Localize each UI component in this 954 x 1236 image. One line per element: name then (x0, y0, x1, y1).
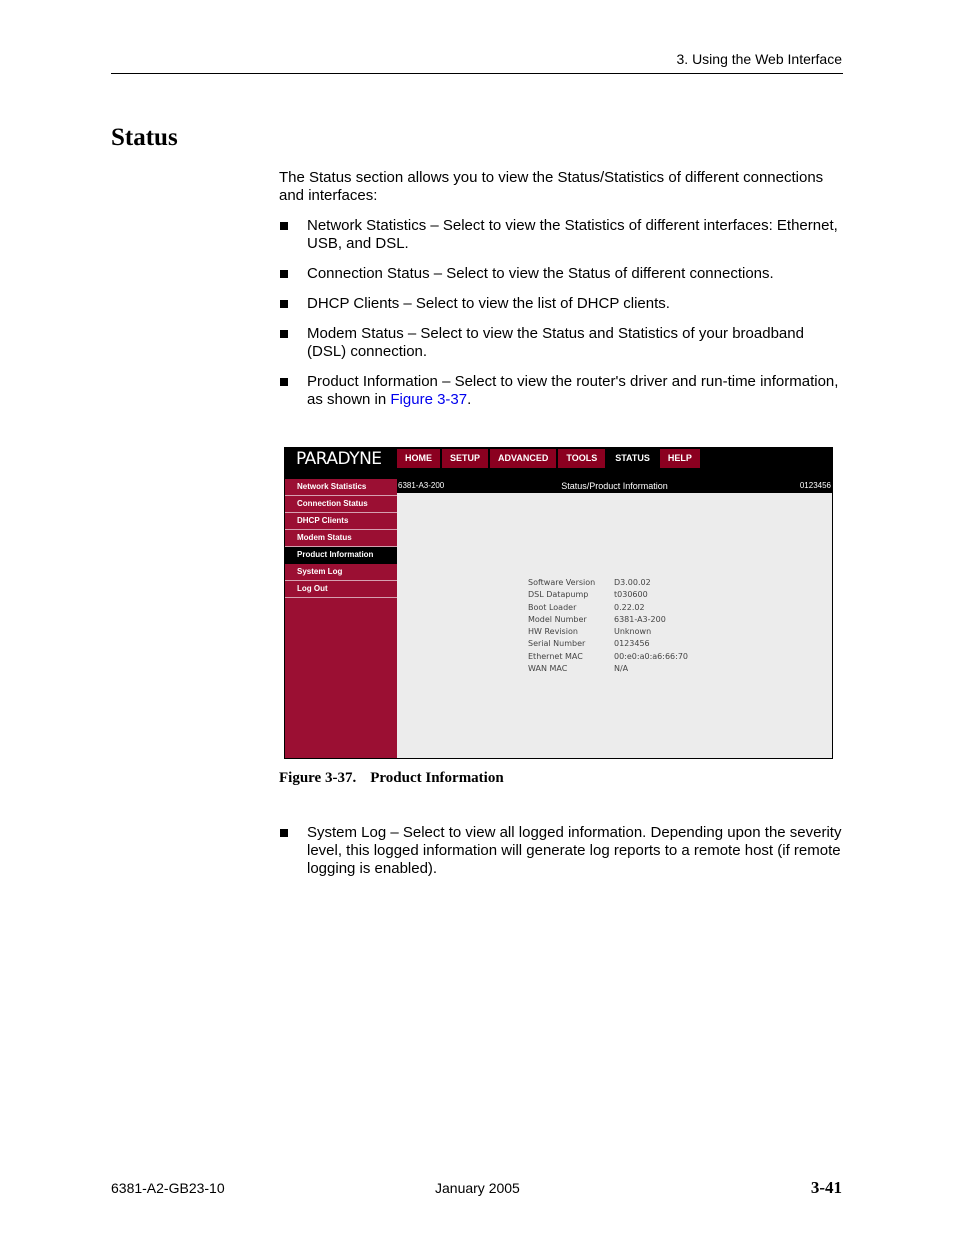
figure-number: Figure 3-37. (279, 770, 357, 786)
bullet-list (279, 217, 845, 421)
square-bullet-icon (280, 829, 288, 837)
sidebar-item-system-log[interactable]: System Log (285, 564, 397, 581)
model-label: 6381-A3-200 (398, 481, 445, 490)
list-item (279, 373, 845, 409)
info-row (528, 577, 688, 589)
list-item (279, 295, 845, 313)
sidebar-item-product-information[interactable]: Product Information (285, 547, 397, 564)
product-information-screenshot (284, 447, 833, 759)
figure-title: Product Information (370, 770, 504, 786)
nav-tools[interactable]: TOOLS (558, 449, 605, 468)
nav-advanced[interactable]: ADVANCED (490, 449, 556, 468)
info-label: Model Number (528, 614, 587, 624)
paradyne-logo: PARADYNE (296, 449, 382, 469)
info-row (528, 638, 688, 650)
page-title: Status (111, 124, 178, 151)
serial-label: 0123456 (799, 481, 831, 490)
status-sidebar (285, 479, 397, 758)
bullet-text: Network Statistics – Select to view the Statistics of different interfaces: Ethernet, USB, and DSL. (307, 217, 838, 252)
info-value: D3.00.02 (614, 578, 651, 587)
info-row (528, 602, 688, 614)
bullet-text: Modem Status – Select to view the Status and Statistics of your broadband (DSL) connection. (307, 325, 804, 360)
info-label: Serial Number (528, 639, 586, 649)
top-nav (397, 449, 700, 468)
info-value: N/A (614, 664, 629, 674)
running-header: 3. Using the Web Interface (676, 51, 842, 67)
bullet-text-end: . (467, 391, 472, 408)
bullet-text: DHCP Clients – Select to view the list of DHCP clients. (307, 295, 670, 312)
sidebar-item-log-out[interactable]: Log Out (285, 581, 397, 598)
nav-help[interactable]: HELP (660, 449, 700, 468)
status-content-panel (397, 479, 832, 758)
nav-setup[interactable]: SETUP (442, 449, 488, 468)
info-row (528, 663, 688, 675)
footer-date: January 2005 (435, 1180, 520, 1196)
product-info-table (528, 577, 688, 675)
figure-link[interactable]: Figure 3-37 (390, 391, 468, 408)
page-number: 3-41 (810, 1178, 842, 1197)
info-value: t030600 (614, 590, 648, 600)
info-row (528, 626, 688, 638)
info-row (528, 651, 688, 663)
bullet-list-2 (279, 824, 845, 890)
info-label: WAN MAC (528, 664, 568, 674)
figure-caption (279, 770, 504, 787)
info-value: 0123456 (614, 639, 650, 649)
square-bullet-icon (280, 300, 288, 308)
footer-doc-id: 6381-A2-GB23-10 (111, 1180, 225, 1196)
info-label: DSL Datapump (528, 590, 589, 600)
info-label: Boot Loader (528, 602, 577, 612)
info-row (528, 589, 688, 601)
info-value: 6381-A3-200 (614, 614, 666, 624)
sidebar-item-modem-status[interactable]: Modem Status (285, 530, 397, 547)
info-label: Ethernet MAC (528, 651, 583, 661)
sidebar-item-dhcp-clients[interactable]: DHCP Clients (285, 513, 397, 530)
bullet-text: Product Information – Select to view the router's driver and run-time information, as shown in (307, 373, 839, 408)
info-value: Unknown (614, 627, 652, 637)
list-item (279, 824, 845, 878)
header-rule (111, 73, 843, 74)
list-item (279, 325, 845, 361)
info-value: 00:e0:a0:a6:66:70 (614, 651, 689, 661)
bullet-text: System Log – Select to view all logged information. Depending upon the severity level, this logged information will generate log reports to a remote host (if remote logging is enabled). (307, 824, 842, 877)
sidebar-item-network-statistics[interactable]: Network Statistics (285, 479, 397, 496)
info-row (528, 614, 688, 626)
intro-paragraph: The Status section allows you to view the Status/Statistics of different connections and interfaces: (279, 169, 824, 204)
square-bullet-icon (280, 378, 288, 386)
info-label: HW Revision (528, 627, 578, 637)
square-bullet-icon (280, 270, 288, 278)
bullet-text: Connection Status – Select to view the Status of different connections. (307, 265, 774, 282)
square-bullet-icon (280, 330, 288, 338)
sidebar-item-connection-status[interactable]: Connection Status (285, 496, 397, 513)
info-value: 0.22.02 (614, 602, 645, 612)
nav-home[interactable]: HOME (397, 449, 440, 468)
content-title-bar (397, 479, 832, 493)
list-item (279, 265, 845, 283)
nav-status[interactable]: STATUS (607, 449, 658, 468)
list-item (279, 217, 845, 253)
info-label: Software Version (528, 578, 596, 587)
square-bullet-icon (280, 222, 288, 230)
content-title: Status/Product Information (561, 481, 668, 491)
